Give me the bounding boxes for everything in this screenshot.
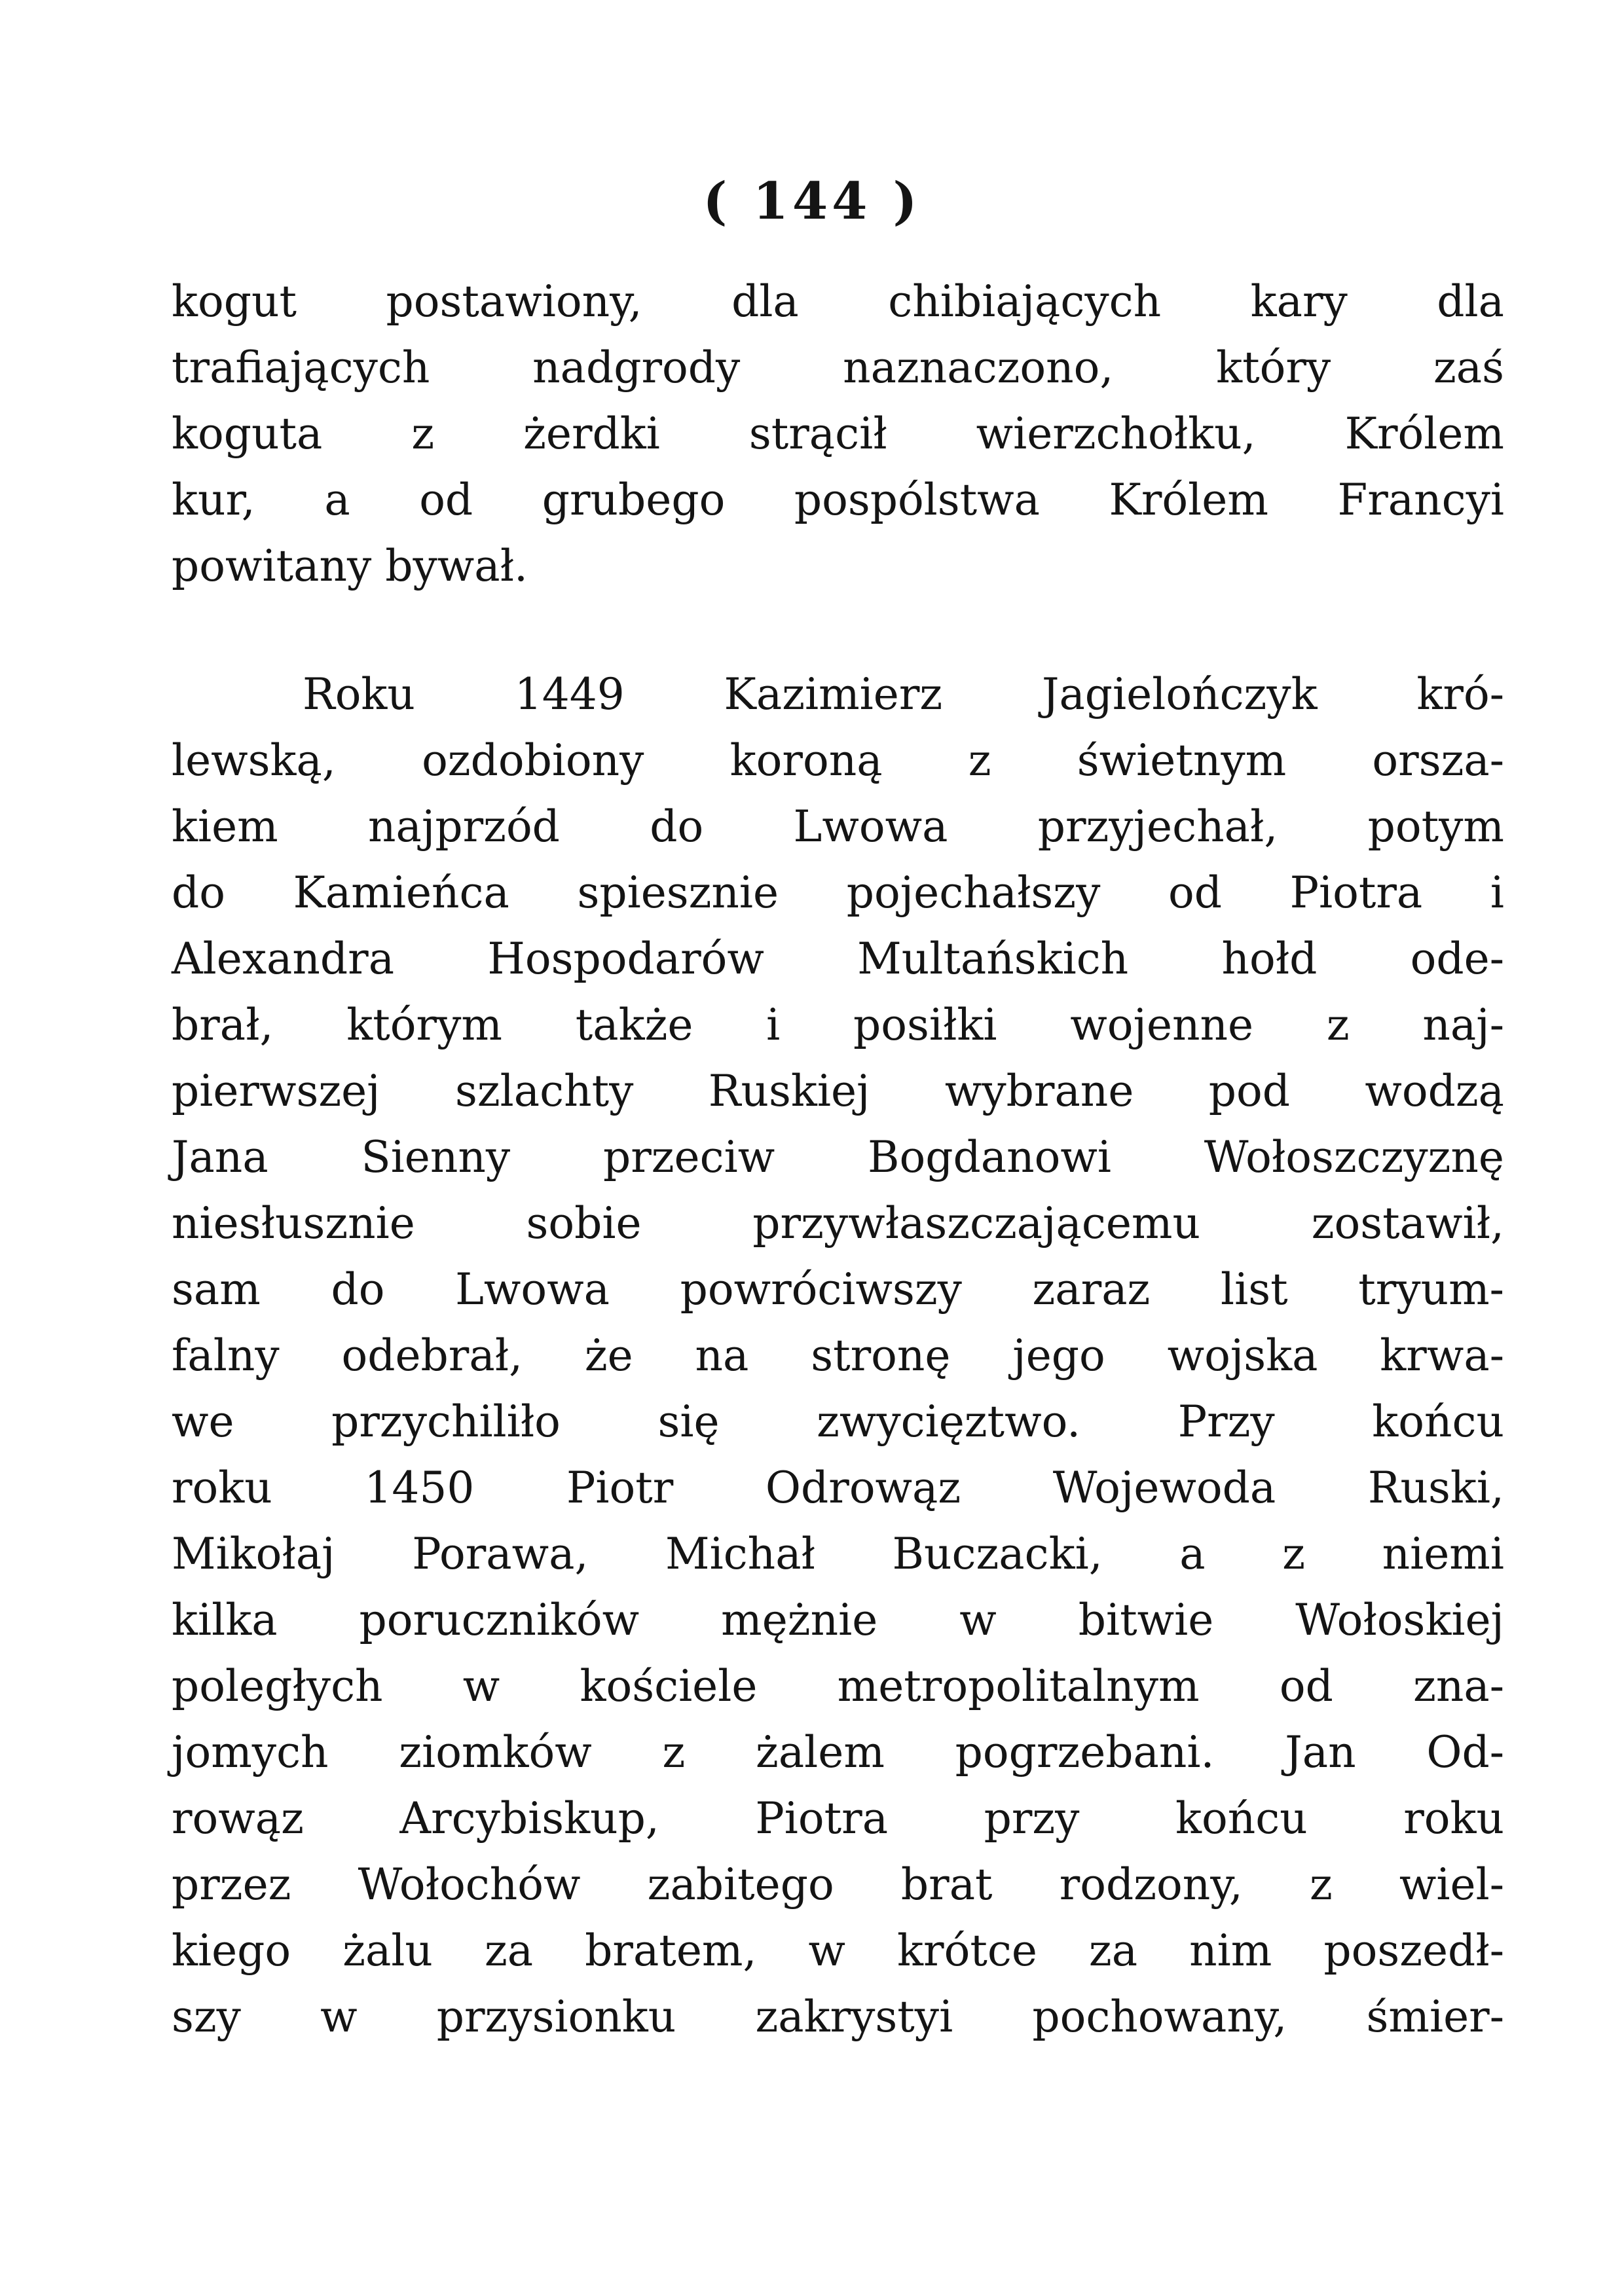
text-line: brał, którym także i posiłki wojenne z naj-	[172, 1000, 1504, 1050]
text-line: rowąz Arcybiskup, Piotra przy końcu roku	[172, 1793, 1504, 1844]
text-line: trafiających nadgrody naznaczono, który zaś	[172, 342, 1504, 393]
text-line: Jana Sienny przeciw Bogdanowi Wołoszczyznę	[172, 1132, 1504, 1182]
text-line: koguta z żerdki strącił wierzchołku, Królem	[172, 409, 1504, 459]
text-line: kogut postawiony, dla chibiających kary dla	[172, 276, 1504, 327]
text-line: roku 1450 Piotr Odrowąz Wojewoda Ruski,	[172, 1463, 1504, 1513]
text-line: sam do Lwowa powróciwszy zaraz list tryum-	[172, 1264, 1504, 1315]
paragraph-1	[172, 268, 1504, 599]
text-line: we przychiliło się zwycięztwo. Przy końcu	[172, 1396, 1504, 1447]
text-line: Roku 1449 Kazimierz Jagielończyk kró-	[303, 669, 1504, 720]
text-line: kiem najprzód do Lwowa przyjechał, potym	[172, 801, 1504, 852]
paragraph-2	[172, 661, 1504, 2050]
text-line: niesłusznie sobie przywłaszczającemu zostawił,	[172, 1198, 1504, 1248]
text-line: kur, a od grubego pospólstwa Królem Francyi	[172, 475, 1504, 525]
text-line: poległych w kościele metropolitalnym od zna-	[172, 1661, 1504, 1711]
text-line: kiego żalu za bratem, w krótce za nim poszedł-	[172, 1925, 1504, 1976]
text-line: kilka poruczników mężnie w bitwie Wołoskiej	[172, 1595, 1504, 1645]
text-line: Mikołaj Porawa, Michał Buczacki, a z niemi	[172, 1529, 1504, 1579]
text-line: powitany bywał.	[172, 541, 528, 591]
text-line: falny odebrał, że na stronę jego wojska krwa-	[172, 1330, 1504, 1381]
text-line: lewską, ozdobiony koroną z świetnym orsza-	[172, 735, 1504, 786]
text-line: jomych ziomków z żalem pogrzebani. Jan Od-	[172, 1727, 1504, 1777]
text-line: pierwszej szlachty Ruskiej wybrane pod wodzą	[172, 1066, 1504, 1116]
text-line: szy w przysionku zakrystyi pochowany, śmier-	[172, 1992, 1504, 2042]
text-line: do Kamieńca spiesznie pojechałszy od Piotra i	[172, 867, 1504, 918]
page-number: ( 144 )	[703, 172, 921, 231]
text-line: przez Wołochów zabitego brat rodzony, z wiel-	[172, 1859, 1504, 1910]
text-line: Alexandra Hospodarów Multańskich hołd ode-	[172, 934, 1504, 984]
